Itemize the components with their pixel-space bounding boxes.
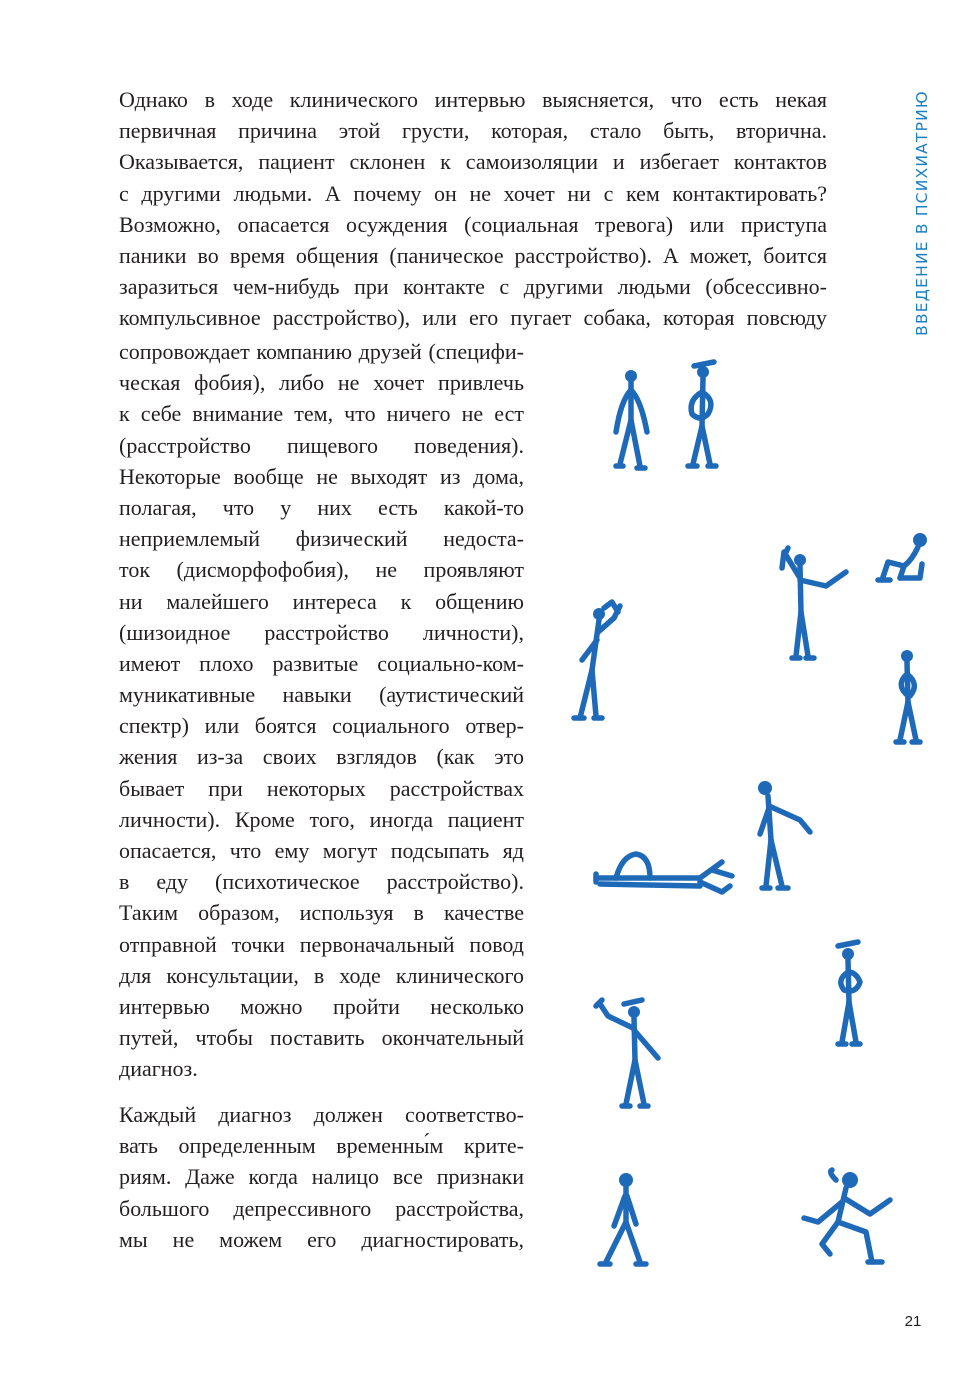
text-line: бывает при некоторых расстройствах xyxy=(119,775,524,801)
text-line: Однако в ходе клинического интервью выясняется, что есть некая xyxy=(119,87,827,112)
text-line: Оказывается, пациент склонен к самоизоляции и избегает контактов xyxy=(119,149,827,175)
text-line: компульсивное расстройство), или его пугает собака, которая повсюду xyxy=(119,305,827,331)
text-line: сопровождает компанию друзей (специфи- xyxy=(119,339,524,364)
text-line: ни малейшего интереса к общению xyxy=(119,588,524,614)
text-line: мы не можем его диагностировать, xyxy=(119,1226,524,1252)
text-line: большого депрессивного расстройства, xyxy=(119,1195,524,1221)
text-line: для консультации, в ходе клинического xyxy=(119,962,524,988)
text-line: с другими людьми. А почему он не хочет ни с кем контактировать? xyxy=(119,180,827,206)
figure-running xyxy=(804,1170,890,1262)
text-line: ческая фобия), либо не хочет привлечь xyxy=(119,370,524,396)
figure-waving-both-arms xyxy=(782,548,846,658)
text-line: Некоторые вообще не выходят из дома, xyxy=(119,463,524,489)
text-line: в еду (психотическое расстройство). xyxy=(119,869,524,895)
figure-standing-man xyxy=(616,370,647,468)
figure-hand-raised xyxy=(574,602,620,718)
text-line: путей, чтобы поставить окончательный xyxy=(119,1025,524,1051)
text-line: Возможно, опасается осуждения (социальная тревога) или приступа xyxy=(119,211,827,237)
text-line: вать определенным временны́м крите- xyxy=(119,1133,524,1159)
figure-pointing-man xyxy=(758,781,810,888)
figure-hands-on-hips xyxy=(896,650,920,742)
text-line: (расстройство пищевого поведения). xyxy=(119,432,524,458)
figure-lying-down xyxy=(596,854,732,892)
text-line: отправной точки первоначальный повод xyxy=(119,931,524,957)
figure-greeting-wave xyxy=(596,1000,658,1106)
text-line: паники во время общения (паническое расстройство). А может, боится xyxy=(119,242,827,268)
text-line: ток (дисморфофобия), не проявляют xyxy=(119,557,524,583)
text-line: диагноз. xyxy=(119,1056,198,1082)
text-line: Таким образом, используя в качестве xyxy=(119,900,524,926)
text-line: первичная причина этой грусти, которая, стало быть, вторична. xyxy=(119,118,827,144)
text-line: опасается, что ему могут подсыпать яд xyxy=(119,838,524,863)
text-line: муникативные навыки (аутистический xyxy=(119,682,524,708)
text-line: риям. Даже когда налицо все признаки xyxy=(119,1164,524,1190)
figure-arms-crossed xyxy=(838,942,860,1044)
figure-walking xyxy=(600,1173,646,1264)
text-line: жения из-за своих взглядов (как это xyxy=(119,744,524,770)
running-head-text: ВВЕДЕНИЕ В ПСИХИАТРИЮ xyxy=(913,90,931,336)
figure-sitting-person xyxy=(878,533,927,580)
text-line: имеют плохо развитые социально-ком- xyxy=(119,650,524,676)
text-line: полагая, что у них есть какой-то xyxy=(119,494,524,520)
text-line: Каждый диагноз должен соответство- xyxy=(119,1102,524,1127)
text-line: личности). Кроме того, иногда пациент xyxy=(119,806,524,832)
text-line: (шизоидное расстройство личности), xyxy=(119,619,524,645)
figure-man-with-hat xyxy=(688,362,716,466)
text-line: заразиться чем-нибудь при контакте с другими людьми (обсессивно- xyxy=(119,274,827,300)
page-number: 21 xyxy=(904,1313,922,1330)
text-line: интервью можно пройти несколько xyxy=(119,993,524,1019)
text-line: неприемлемый физический недоста- xyxy=(119,526,524,552)
text-line: спектр) или боятся социального отвер- xyxy=(119,713,524,739)
text-line: к себе внимание тем, что ничего не ест xyxy=(119,401,524,427)
